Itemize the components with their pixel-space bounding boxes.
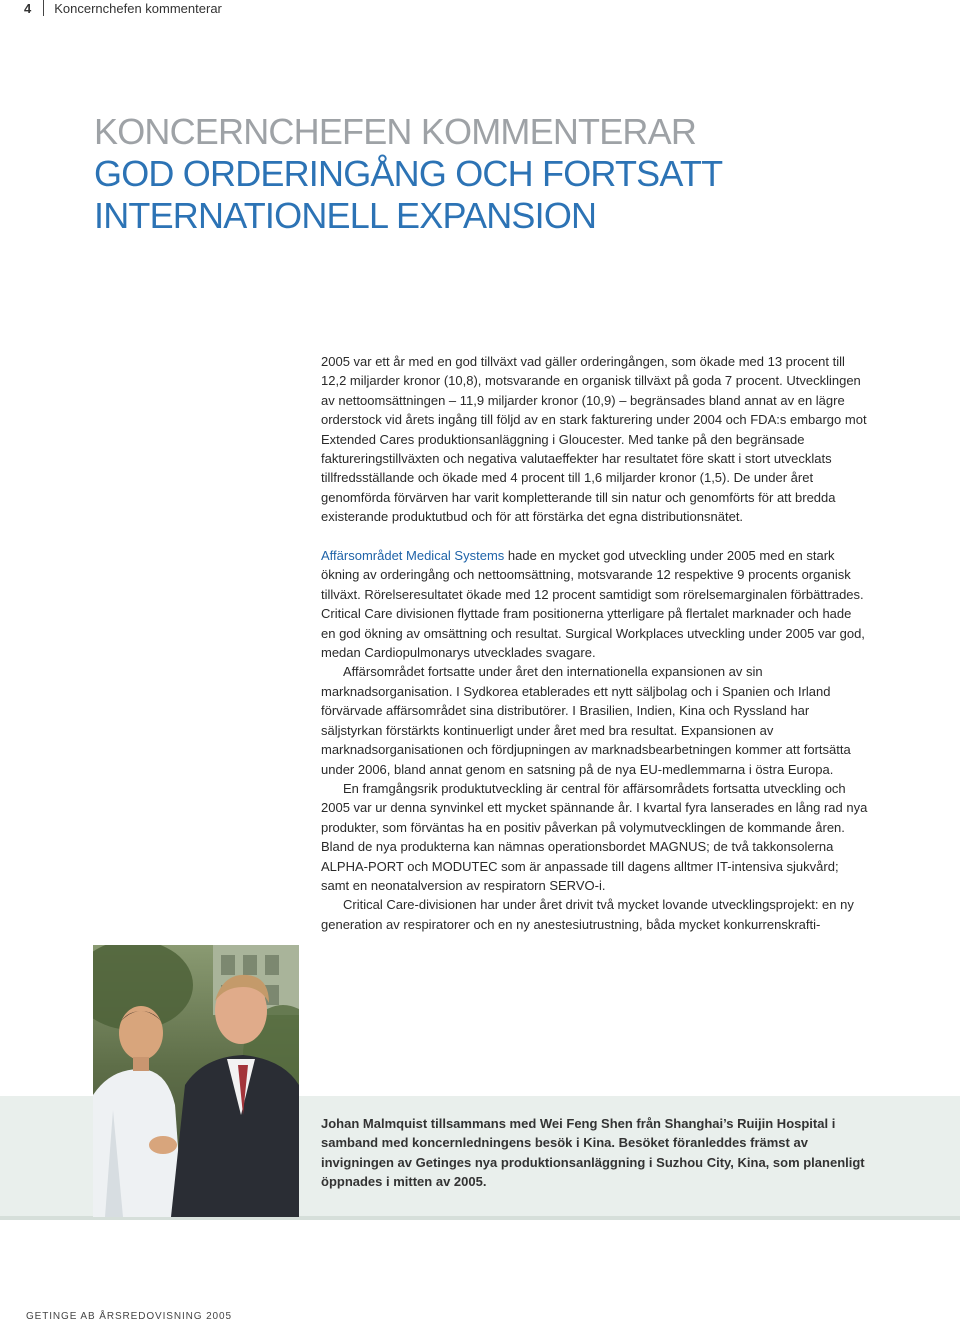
paragraph-expansion: Affärsområdet fortsatte under året den internationella expansionen av sin marknadsorganisation. I Sydkorea etablerades ett nytt säljbolag och i Spanien och Irland förvärvade affärsområdet sina distributörer. I Brasilien, Indien, Kina och Ryssland har säljstyrkan förstärkts kontinuerligt under året med bra resultat. Expansionen av marknadsorganisationen och fördjupningen av marknadsbearbetningen kommer att fortsätta under 2006, bland annat genom en satsning på de nya EU-medlemmarna i östra Europa. (321, 664, 851, 777)
photo-caption: Johan Malmquist tillsammans med Wei Feng Shen från Shanghai’s Ruijin Hospital i samband med koncernledningens besök i Kina. Besöket föranleddes främst av invigningen av Getinges nya produktionsanläggning i Suzhou City, Kina, som planenligt öppnades i mitten av 2005. (321, 1116, 865, 1190)
photo-illustration (93, 945, 299, 1217)
headline-line-1: KONCERNCHEFEN KOMMENTERAR (94, 111, 697, 152)
body-text (321, 352, 869, 934)
subheading-medical-systems: Affärsområdet Medical Systems (321, 548, 505, 564)
headline-line-3: INTERNATIONELL EXPANSION (94, 195, 597, 236)
running-header (24, 0, 222, 16)
paragraph-medical-systems-text: hade en mycket god utveckling under 2005 med en stark ökning av orderingång och nettoomsättning, motsvarande 12 respektive 9 procents organisk tillväxt. Rörelseresultatet ökade med 12 procent samtidigt som rörelsemarginalen förbättrades. Critical Care divisionen flyttade fram positionerna ytterligare på flertalet marknader och hade en god ökning av omsättning och resultat. Surgical Workplaces utveckling under 2005 var god, medan Cardiopulmonarys utvecklades svagare. (321, 548, 865, 661)
paragraph-critical-care: Critical Care-divisionen har under året drivit två mycket lovande utvecklingsprojekt: en ny generation av respiratorer och en ny anestesiutrustning, båda mycket konkurrenskrafti- (321, 897, 854, 932)
headline-line-2: GOD ORDERINGÅNG OCH FORTSATT (94, 153, 723, 194)
section-title: Koncernchefen kommenterar (54, 0, 222, 16)
footer: GETINGE AB ÅRSREDOVISNING 2005 (26, 1311, 232, 1322)
page-headline (94, 111, 722, 237)
paragraph-intro: 2005 var ett år med en god tillväxt vad gäller orderingången, som ökade med 13 procent till 12,2 miljarder kronor (10,8), motsvarande en organisk tillväxt på goda 7 procent. Utvecklingen av nettoomsättningen – 11,9 miljarder kronor (10,9) – begränsades bland annat av en lägre orderstock vid årets ingång till följd av en stark fakturering under 2004 och FDA:s embargo mot Extended Cares produktionsanläggning i Gloucester. Med tanke på den begränsade faktureringstillväxten och negativa valutaeffekter har resultatet före skatt i stort utvecklats tillfredsställande och ökade med 4 procent till 1,6 miljarder kronor (1,5). De under året genomförda förvärven har varit kompletterande till sin natur och genomförts för att bredda existerande produktutbud och för att förstärka det egna distributionsnätet. (321, 354, 867, 525)
paragraph-medical-systems (321, 546, 869, 662)
header-divider (43, 0, 44, 16)
photo (93, 945, 299, 1217)
page-number: 4 (24, 0, 32, 16)
paragraph-product-development: En framgångsrik produktutveckling är central för affärsområdets fortsatta utveckling och 2005 var ur denna synvinkel ett mycket spännande år. I kvartal fyra lanserades en lång rad nya produkter, som förväntas ha en positiv påverkan på volymutvecklingen de kommande åren. Bland de nya produkterna kan nämnas operationsbordet MAGNUS; de två takkonsolerna ALPHA-PORT och MODUTEC som är anpassade till dagens alltmer IT-intensiva sjukvård; samt en neonatalversion av respiratorn SERVO-i. (321, 780, 868, 893)
